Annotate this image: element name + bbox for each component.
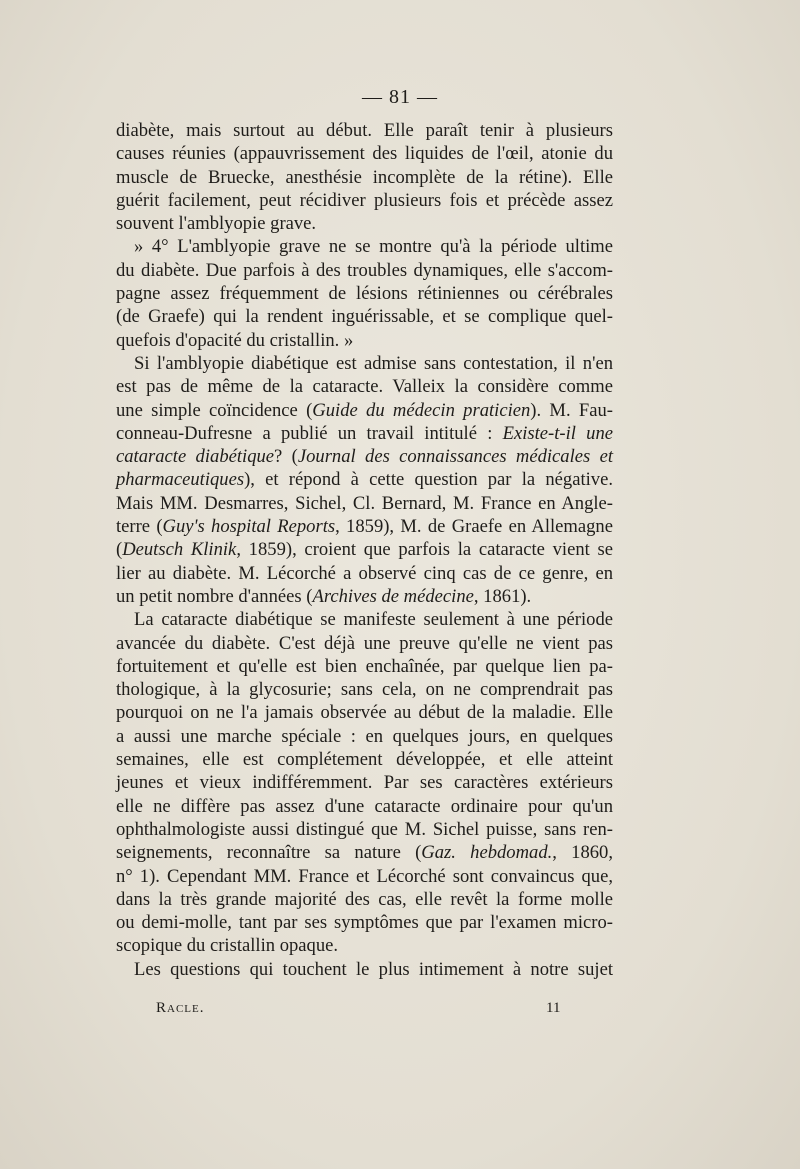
text-run: causes réunies (appauvrissement des liquides de l'œil, atonie du [116,143,613,165]
text-line [116,585,613,608]
text-line [116,865,613,888]
text-run: Mais MM. Desmarres, Sichel, Cl. Bernard, M. France en Angle- [116,492,613,514]
italic-citation: Guide du médecin praticien [312,399,531,421]
text-line [116,305,613,328]
text-line [116,655,613,678]
text-line [116,375,613,398]
italic-citation: cataracte diabétique [116,446,275,468]
text-run: La cataracte diabétique se manifeste seulement à une période [134,609,613,631]
text-line [116,515,613,538]
text-run: elle ne diffère pas assez d'une cataracte ordinaire pour qu'un [116,795,613,817]
text-run: ophthalmologiste aussi distingué que M. Sichel puisse, sans ren- [116,818,613,840]
footer-author: Racle. [156,1000,205,1016]
text-line [116,562,613,585]
text-run: semaines, elle est complétement développée, et elle atteint [116,749,613,771]
text-line [116,608,613,631]
text-line [116,538,613,561]
text-run: Les questions qui touchent le plus intimement à notre sujet [134,958,613,980]
text-run: seignements, reconnaître sa nature ( [116,842,422,864]
text-line [116,282,613,305]
text-run: a aussi une marche spéciale : en quelques jours, en quelques [116,725,613,747]
text-run: fortuitement et qu'elle est bien enchaînée, par quelque lien pa- [116,655,613,677]
text-run: (de Graefe) qui la rendent inguérissable, et se complique quel- [116,306,613,328]
text-line [116,492,613,515]
text-run: terre ( [116,516,163,538]
text-run: ). M. Fau- [530,399,613,421]
text-run: ), et répond à cette question par la négative. [244,469,613,491]
text-line [116,259,613,282]
text-line [116,725,613,748]
text-line [116,235,613,258]
text-run: jeunes et vieux indifféremment. Par ses caractères extérieurs [116,772,613,794]
text-line [116,841,613,864]
text-run: quefois d'opacité du cristallin. » [116,329,354,351]
text-line [116,352,613,375]
text-line [116,468,613,491]
text-run: , 1861). [473,585,532,607]
text-line [116,166,613,189]
text-line [116,445,613,468]
text-line [116,329,613,352]
text-line [116,795,613,818]
text-line [116,399,613,422]
text-run: conneau-Dufresne a publié un travail intitulé : [116,422,503,444]
text-run: pourquoi on ne l'a jamais observée au début de la maladie. Elle [116,702,613,724]
text-run: , 1859), croient que parfois la cataracte vient se [236,539,614,561]
text-run: dans la très grande majorité des cas, elle revêt la forme molle [116,888,613,910]
text-line [116,701,613,724]
page-number: — 81 — [362,86,438,108]
text-run: » 4° L'amblyopie grave ne se montre qu'à la période ultime [134,236,613,258]
text-run: , 1859), M. de Graefe en Allemagne [335,516,613,538]
text-run: un petit nombre d'années ( [116,585,313,607]
text-run: scopique du cristallin opaque. [116,935,339,957]
text-line [116,142,613,165]
text-line [116,212,613,235]
text-run: thologique, à la glycosurie; sans cela, on ne comprendrait pas [116,679,613,701]
text-line [116,189,613,212]
text-line [116,934,613,957]
italic-citation: Archives de médecine [312,585,474,607]
text-run: est pas de même de la cataracte. Valleix la considère comme [116,376,613,398]
italic-citation: Existe-t-il une [502,422,614,444]
text-line [116,771,613,794]
text-run: ? ( [274,446,298,468]
italic-citation: Deutsch Klinik [122,539,237,561]
text-line [116,818,613,841]
text-run: souvent l'amblyopie grave. [116,213,317,235]
text-run: ou demi-molle, tant par ses symptômes que par l'examen micro- [116,912,613,934]
text-line [116,911,613,934]
italic-citation: Gaz. hebdomad. [421,842,553,864]
text-run: pagne assez fréquemment de lésions rétiniennes ou cérébrales [116,283,613,305]
text-run: lier au diabète. M. Lécorché a observé cinq cas de ce genre, en [116,562,613,584]
text-line [116,678,613,701]
italic-citation: Guy's hospital Reports [162,516,336,538]
body-text [116,119,613,981]
text-run: diabète, mais surtout au début. Elle paraît tenir à plusieurs [116,120,613,141]
text-line [116,958,613,981]
text-run: muscle de Bruecke, anesthésie incomplète de la rétine). Elle [116,166,613,188]
text-run: du diabète. Due parfois à des troubles dynamiques, elle s'accom- [116,259,613,281]
italic-citation: pharmaceutiques [116,469,245,491]
text-run: guérit facilement, peut récidiver plusieurs fois et précède assez [116,189,613,211]
text-run: avancée du diabète. C'est déjà une preuve qu'elle ne vient pas [116,632,613,654]
text-line [116,422,613,445]
text-run: , 1860, [552,842,613,864]
footer-signature-mark: 11 [546,1000,561,1016]
text-run: n° 1). Cependant MM. France et Lécorché sont convaincus que, [116,865,613,887]
text-line [116,888,613,911]
italic-citation: Journal des connaissances médicales et [297,446,614,468]
text-line [116,748,613,771]
text-line [116,632,613,655]
text-run: ( [116,539,123,561]
text-run: Si l'amblyopie diabétique est admise sans contestation, il n'en [134,352,613,374]
text-line [116,119,613,142]
text-run: une simple coïncidence ( [116,399,313,421]
